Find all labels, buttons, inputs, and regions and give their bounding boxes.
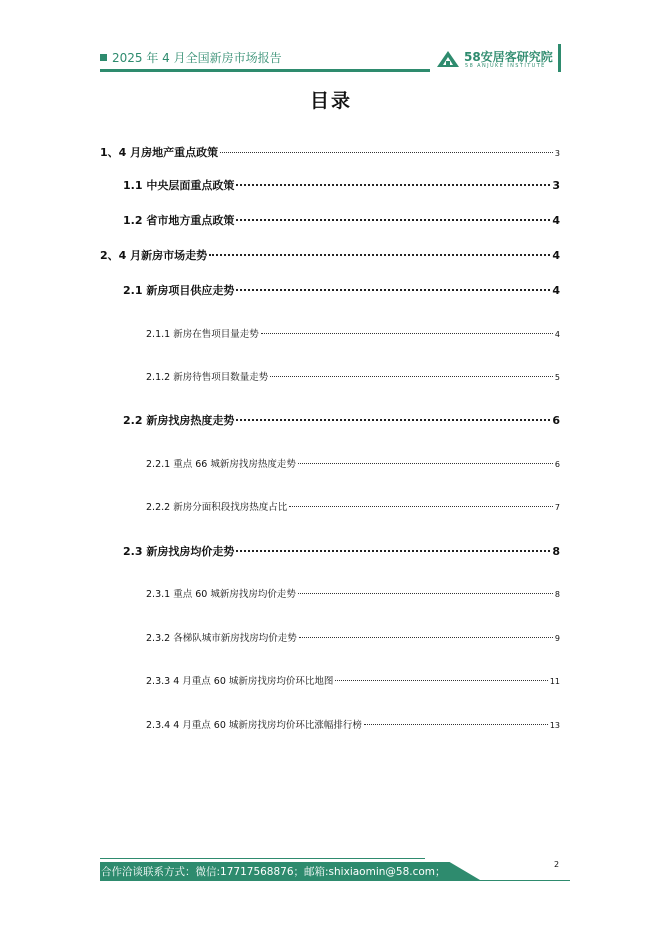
toc-page: 3 [552,179,560,192]
toc-entry-2-3[interactable] [123,543,560,559]
toc-leader [364,723,548,725]
toc-leader [298,462,553,464]
toc-leader [298,592,553,594]
toc-label: 1.1 中央层面重点政策 [123,179,235,192]
toc-leader [270,375,553,377]
toc-entry-2-2-1[interactable] [146,456,560,470]
logo-subtitle: 58 ANJUKE INSTITUTE [465,63,546,69]
toc-label: 2.1.1 新房在售项目量走势 [146,329,259,340]
toc-leader [236,418,550,421]
toc-label: 2、4 月新房市场走势 [100,249,208,262]
page-number: 2 [554,860,560,869]
toc-entry-2-1[interactable] [123,282,560,298]
logo-name: 58安居客研究院 [464,50,553,64]
report-title: 2025 年 4 月全国新房市场报告 [112,51,282,65]
toc-leader [236,288,550,291]
toc-label: 1、4 月房地产重点政策 [100,146,219,159]
toc-leader [236,183,550,186]
toc-entry-2-1-1[interactable] [146,326,560,340]
page-header [100,44,570,74]
toc-entry-1[interactable] [100,144,560,160]
toc-page: 8 [552,545,560,558]
toc-page: 9 [554,634,560,643]
header-divider [100,69,430,72]
toc-entry-1-2[interactable] [123,212,560,228]
toc-page: 4 [554,330,560,339]
toc-leader [335,679,547,681]
toc-page: 6 [554,460,560,469]
footer-divider [100,858,425,859]
toc-label: 2.1 新房项目供应走势 [123,284,235,297]
toc-leader [236,218,550,221]
toc-page: 11 [549,677,560,686]
toc-entry-2-1-2[interactable] [146,369,560,383]
toc-page: 5 [554,373,560,382]
toc-entry-1-1[interactable] [123,177,560,193]
toc-label: 2.3.2 各梯队城市新房找房均价走势 [146,633,297,644]
toc-page: 4 [552,284,560,297]
toc-entry-2-3-1[interactable] [146,586,560,600]
footer-contact: 合作洽谈联系方式：微信:17717568876；邮箱:shixiaomin@58.com； [101,866,446,878]
toc-label: 2.3.1 重点 60 城新房找房均价走势 [146,589,296,600]
toc-label: 2.3.3 4 月重点 60 城新房找房均价环比地图 [146,676,334,687]
toc-page: 4 [552,249,560,262]
toc-entry-2[interactable] [100,247,560,263]
toc-page: 7 [554,503,560,512]
toc-leader [220,151,553,153]
toc-label: 1.2 省市地方重点政策 [123,214,235,227]
toc-entry-2-3-3[interactable] [146,673,560,687]
toc-entry-2-2[interactable] [123,412,560,428]
toc-label: 2.2 新房找房热度走势 [123,414,235,427]
footer-rule [100,880,570,881]
toc-label: 2.2.2 新房分面积段找房热度占比 [146,502,288,513]
toc-leader [261,332,553,334]
header-square-icon [100,54,107,61]
logo-triangle-icon [436,50,460,68]
toc-leader [289,505,553,507]
toc-leader [209,253,550,256]
toc-page: 3 [554,149,560,158]
toc-leader [236,549,550,552]
toc-label: 2.2.1 重点 66 城新房找房热度走势 [146,459,296,470]
toc-page: 6 [552,414,560,427]
toc-page: 13 [549,721,560,730]
toc-page: 8 [554,590,560,599]
toc-label: 2.3.4 4 月重点 60 城新房找房均价环比涨幅排行榜 [146,720,362,731]
page-title: 目录 [309,90,352,112]
header-vertical-bar [558,44,561,72]
toc-entry-2-3-4[interactable] [146,717,560,731]
toc-page: 4 [552,214,560,227]
toc-entry-2-3-2[interactable] [146,630,560,644]
toc-label: 2.3 新房找房均价走势 [123,545,235,558]
toc-label: 2.1.2 新房待售项目数量走势 [146,372,269,383]
toc-leader [299,636,553,638]
toc-entry-2-2-2[interactable] [146,499,560,513]
